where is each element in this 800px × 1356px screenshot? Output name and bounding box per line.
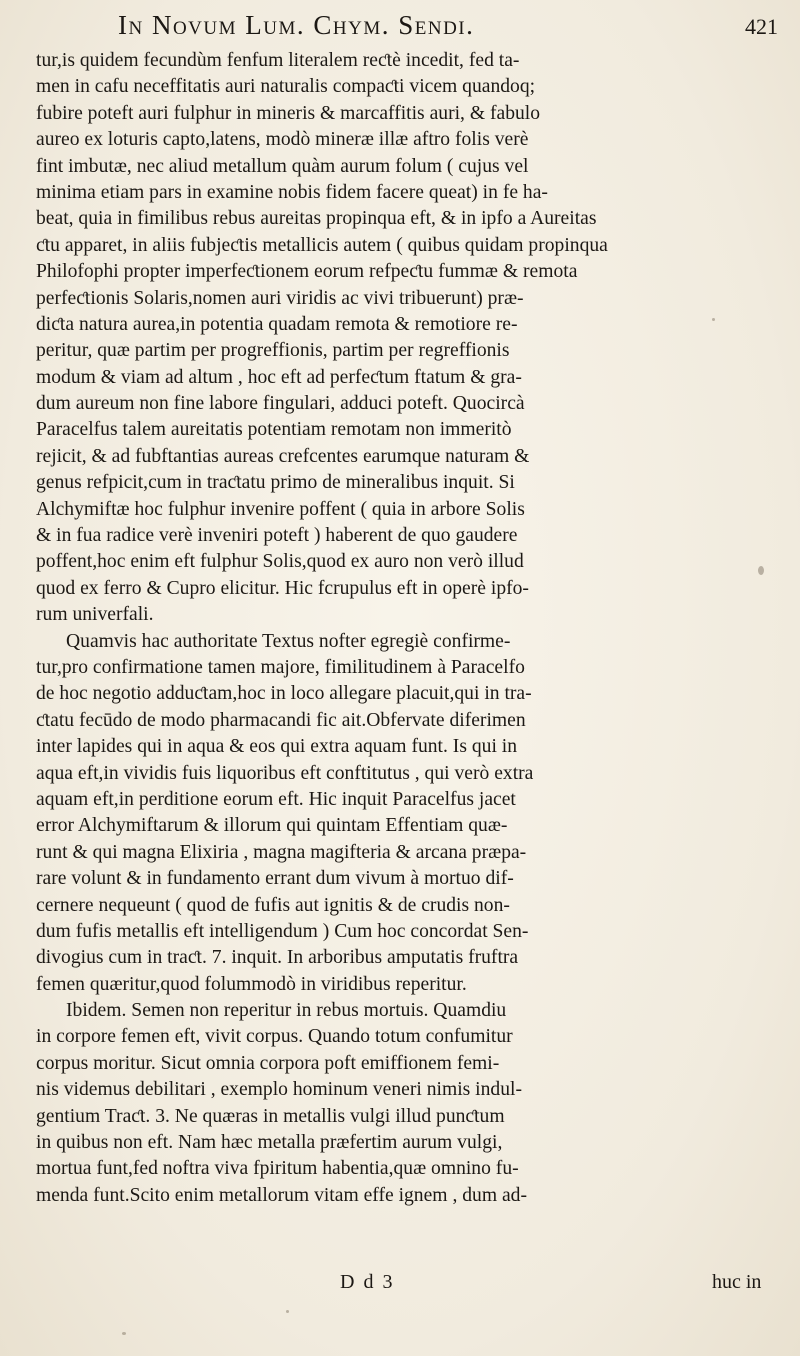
page-number: 421 [745,14,778,39]
text-line: in quibus non eft. Nam hæc metalla præfertim aurum vulgi, [36,1132,503,1154]
text-line: rum univerfali. [36,604,154,626]
text-line: de hoc negotio adduƈtam,hoc in loco allegare placuit,qui in tra- [36,683,532,705]
text-line: nis videmus debilitari , exemplo hominum veneri nimis indul- [36,1079,522,1101]
paper-speck [758,566,764,575]
text-line: fint imbutæ, nec aliud metallum quàm aurum folum ( cujus vel [36,155,529,177]
text-line: error Alchymiftarum & illorum qui quintam Effentiam quæ- [36,815,508,837]
paragraph-start-line: Ibidem. Semen non reperitur in rebus mortuis. Quamdiu [66,1000,507,1022]
running-head: In Novum Lum. Chym. Sendi. [118,10,475,40]
text-line: aqua eft,in vividis fuis liquoribus eft conftitutus , qui verò extra [36,762,534,784]
text-line: menda funt.Scito enim metallorum vitam effe ignem , dum ad- [36,1184,527,1206]
text-line: & in fua radice verè inveniri poteft ) haberent de quo gaudere [36,525,518,547]
text-line: inter lapides qui in aqua & eos qui extra aquam funt. Is qui in [36,736,518,758]
page-header [0,10,800,48]
text-line: minima etiam pars in examine nobis fidem facere queat) in fe ha- [36,181,548,203]
text-line: corpus moritur. Sicut omnia corpora poft emiffionem femi- [36,1052,500,1074]
text-line: tur,pro confirmatione tamen majore, fimilitudinem à Paracelfo [36,656,525,678]
text-line: modum & viam ad altum , hoc eft ad perfeƈtum ftatum & gra- [36,366,522,388]
text-line: dum fufis metallis eft intelligendum ) Cum hoc concordat Sen- [36,920,529,942]
text-line: beat, quia in fimilibus rebus aureitas propinqua eft, & in ipfo a Aureitas [36,208,597,230]
text-line: tur,is quidem fecundùm fenfum literalem reƈtè incedit, fed ta- [36,50,520,71]
text-line: cernere nequeunt ( quod de fufis aut ignitis & de crudis non- [36,894,510,916]
text-line: ƈtatu fecūdo de modo pharmacandi fic ait.Obfervate diferimen [36,709,526,731]
text-line: Alchymiftæ hoc fulphur invenire poffent ( quia in arbore Solis [36,498,525,520]
text-line: men in cafu neceffitatis auri naturalis compaƈti vicem quandoq; [36,76,536,98]
paper-speck [286,1310,289,1313]
text-line: genus refpicit,cum in traƈtatu primo de mineralibus inquit. Si [36,472,515,494]
text-line: ƈtu apparet, in aliis fubjeƈtis metallicis autem ( quibus quidam propinqua [36,234,608,256]
page-footer [0,1271,800,1301]
paper-speck [712,318,715,321]
text-line: quod ex ferro & Cupro elicitur. Hic fcrupulus eft in operè ipfo- [36,577,529,599]
text-line: Paracelfus talem aureitatis potentiam remotam non immeritò [36,419,512,441]
catchword: huc in [712,1271,762,1293]
text-line: perfeƈtionis Solaris,nomen auri viridis ac vivi tribuerunt) præ- [36,287,524,309]
text-line: poffent,hoc enim eft fulphur Solis,quod ex auro non verò illud [36,551,524,573]
text-line: runt & qui magna Elixiria , magna magifteria & arcana præpa- [36,841,527,863]
text-line: Philofophi propter imperfeƈtionem eorum refpeƈtu fummæ & remota [36,261,578,283]
text-line: rare volunt & in fundamento errant dum vivum à mortuo dif- [36,868,514,890]
text-line: divogius cum in traƈt. 7. inquit. In arboribus amputatis fruftra [36,947,519,969]
text-line: gentium Traƈt. 3. Ne quæras in metallis vulgi illud punƈtum [36,1105,505,1127]
text-line: femen quæritur,quod folummodò in viridibus reperitur. [36,973,467,995]
text-line: fubire poteft auri fulphur in mineris & marcaffitis auri, & fabulo [36,102,541,124]
text-line: rejicit, & ad fubftantias aureas crefcentes earumque naturam & [36,445,530,467]
text-line: diƈta natura aurea,in potentia quadam remota & remotiore re- [36,313,518,335]
paper-speck [122,1332,126,1335]
text-line: dum aureum non fine labore fingulari, adduci poteft. Quocircà [36,393,525,415]
signature-mark: D d 3 [340,1271,395,1293]
body-text [36,48,776,1209]
text-line: mortua funt,fed noftra viva fpiritum habentia,quæ omnino fu- [36,1158,519,1180]
text-line: aureo ex loturis capto,latens, modò mineræ illæ aftro folis verè [36,129,529,151]
text-line: in corpore femen eft, vivit corpus. Quando totum confumitur [36,1026,513,1048]
text-line: aquam eft,in perditione eorum eft. Hic inquit Paracelfus jacet [36,788,516,810]
text-line: peritur, quæ partim per progreffionis, partim per regreffionis [36,340,510,362]
paragraph-start-line: Quamvis hac authoritate Textus nofter egregiè confirme- [66,630,511,652]
